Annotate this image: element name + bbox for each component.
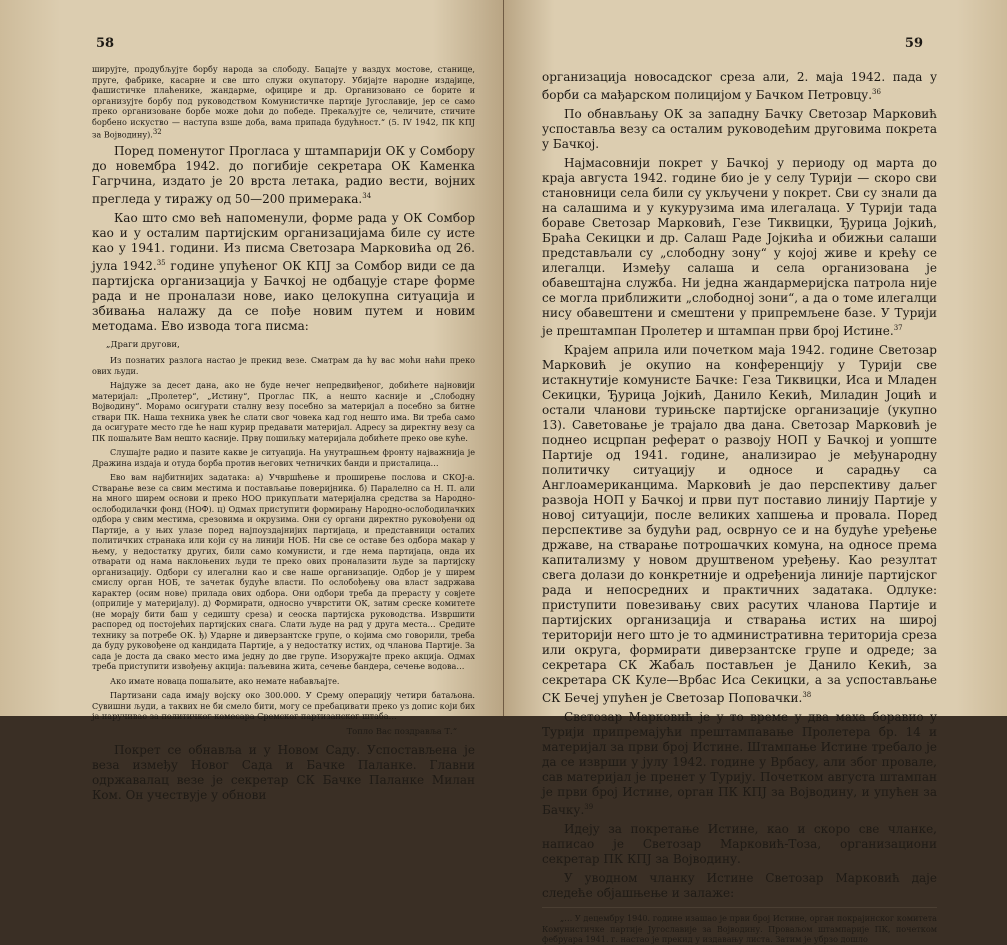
footnote-ref: 39 xyxy=(584,803,594,811)
footnote-ref: 37 xyxy=(893,324,903,332)
right-page-text xyxy=(542,70,937,944)
paragraph: Идеју за покретање Истине, као и скоро све чланке, написао је Светозар Марковић-Тоза, организациони секретар ПК КПЈ за Војводину. xyxy=(542,822,937,866)
quote-divider xyxy=(542,907,937,908)
paragraph: Поред поменутог Прогласа у штампарији ОК у Сомбору до новембра 1942. до погибије секретара ОК Каменка Гагрчина, издато је 20 врста летака, радио вести, војних прегледа у тиражу од 50—200 примерака.$^{34}$ xyxy=(92,144,475,207)
right-page xyxy=(504,0,1007,944)
letter-paragraph: Из познатих разлога настао је прекид везе. Сматрам да ћу вас моћи наћи преко ових људи. xyxy=(92,355,475,376)
footnote-ref: 38 xyxy=(802,691,812,699)
opening-quote: ширујте, продубљујте борбу народа за слободу. Бацајте у ваздух мостове, станице, пруге, фабрике, касарне и све што служи окупатору. Убијајте народне издајице, фашистичке плаћенике, жандарме, официре и др. Организовано се борите и организујте борбу под руководством Комунистичке партије Југославије, јер се само преко организоване борбе може доћи до победе. Прекаљујте се, челичите, стичите борбено искуство — наступа взше доба, вама припада будућност.“ (5. IV 1942, ПК КПЈ за Војводину).32 xyxy=(92,64,475,140)
paragraph: Као што смо већ напоменули, форме рада у ОК Сомбор као и у осталим партијским организацијама биле су исте као у 1941. години. Из писма Светозара Марковића од 26. јула 1942.35 године упућеног ОК КПЈ за Сомбор види се да партијска организација у Бачкој не одбацује старе форме рада и не проналази нове, иако целокупна ситуација и збивања налажу да се пође новим путем и новим методама. Ево извода тога писма: xyxy=(92,211,475,334)
letter-paragraph: Партизани сада имају војску око 300.000. У Срему операцију четири батаљона. Сувишни људи, а таквих не би смело бити, могу се пребацивати преко уз допис који бих ја наручивао за политичког комесара Сремског партизанског штаба… xyxy=(92,690,475,722)
paragraph: Најмасовнији покрет у Бачкој у периоду од марта до краја августа 1942. године био је у селу Турији — скоро сви становници села били су укључени у покрет. Сви су знали да на салашима и у кукурузима има илегалаца. У Турији тада бораве Светозар Марковић, Гезе Тиквицки, Ђурица Јојкић, Браћа Секицки и др. Салаш Раде Јојкића и обижњи салаши представљали су „слободну зону“ у којој живе и крећу се илегалци. Између салаша и села организована је обавештајна служба. Ни једна жандармеријска патрола није се могла приближити „слободној зони“, а да о томе илегалци нису обавештени и смештени у припремљене базе. У Турији је прештампан Пролетер и штампан први број Истине.$^{37}$ xyxy=(542,156,937,338)
left-page-text xyxy=(92,64,475,802)
page-number-left: 58 xyxy=(96,36,115,51)
paragraph: Покрет се обнавља и у Новом Саду. Успостављена је веза између Новог Сада и Бачке Паланке. Главни одржавалац везе је секретар СК Бачке Паланке Милан Ком. Он учествује у обнови xyxy=(92,742,475,802)
left-page xyxy=(0,0,503,802)
paragraph: У уводном чланку Истине Светозар Марковић даје следеће објашњење и залаже: xyxy=(542,871,937,900)
page-number-right: 59 xyxy=(904,36,923,51)
paragraph: Крајем априла или почетком маја 1942. године Светозар Марковић је окупио на конференцију у Турији све истакнутије комунисте Бачке: Геза Тиквицки, Иса и Младен Секицки, Ђурица Јојкић, Данило Кекић, Миладин Јоцић и остали чланови турињске партијске организације (укупно 13). Саветовање је трајало два дана. Светозар Марковић је поднео исцрпан реферат о развоју НОП у Бачкој и уопште Партије од 1941. године, анализирао је међународну политичку ситуацију и односе и сарадњу са Англоамериканцима. Марковић је дао перспективу даљег развоја НОП у Бачкој и први пут поставио линију Партије у новој ситуацији, после великих хапшења и провала. Поред перспективе за будући рад, осврнуо се и на будуће уређење државе, на стварање потрошачких комуна, на односе према капитализму у новом друштвеном уређењу. Као резултат свега долази до конкретније и одређенија линије партијског рада и непосредних и практичних задатака. Одлуке: приступити повезивању свих расутих чланова Партије и партијских организација и стварања истих на широј територији него што је то административна територија среза или округа, формирати диверзантске групе и одреде; за секретара СК Жабаљ постављен је Данило Кекић, за секретара СК Куле—Врбас Иса Секицки, а за успостављање СК Бечеј упућен је Светозар Поповачки.$^{38}$ xyxy=(542,343,937,705)
letter-paragraph: Слушајте радио и пазите какве је ситуација. На унутрашњем фронту најважнија је Дражина издаја и отуда борба против његових четничких банди и присталица… xyxy=(92,447,475,468)
quoted-article: „… У децембру 1940. године изашао је први број Истине, орган покрајинског комитета Комунистичке партије Југославије за Војводину. Проваљом штампарије ПК, почетком фебруара 1941. г. настао је прекид у издавању листа. Затим је убрзо дошло xyxy=(542,913,937,944)
letter-paragraph: Најдуже за десет дана, ако не буде нечег непредвиђеног, добићете најновији материјал: „Пролетер“, „Истину“, Проглас ПК, а нешто касније и „Слободну Војводину“. Морамо осигурати сталну везу посебно за материјал а посебно за битне ствари ПК. Наша техника увек ће слати свог човека кад год нешто има. Ви треба само да осигурате место где ће наш курир предавати материјал. Адресу за директну везу са ПК пошаљите Вам нешто касније. Прву пошиљку материјала добићете преко ове куће. xyxy=(92,380,475,443)
footnote-ref: 35 xyxy=(156,259,166,268)
footnote-ref: 36 xyxy=(872,88,881,96)
paragraph: По обнављању ОК за западну Бачку Светозар Марковић успоставља везу са осталим руководећим друговима покрета у Бачкој. xyxy=(542,107,937,151)
paragraph: организација новосадског среза али, 2. маја 1942. пада у борби са мађарском полицијом у Бачком Петровцу.$^{36}$ xyxy=(542,70,937,102)
letter-salutation: „Драги другови, xyxy=(106,340,180,351)
footnote-ref: 34 xyxy=(362,192,372,201)
paragraph: Светозар Марковић је у то време у два маха боравио у Турији припремајући прештампавање Пролетера бр. 14 и материјал за први број Истине. Штампање Истине требало је да се изврши у јулу 1942. године у Врбасу, али због провале, сав материјал је пренет у Турију. Почетком августа штампан је први број Истине, орган ПК КПЈ за Војводину, и упућен за Бачку.$^{39}$ xyxy=(542,710,937,817)
letter-signoff: Топло Вас поздравља Т.“ xyxy=(346,725,457,736)
letter-paragraph: Ево вам најбитнијих задатака: а) Учвршћење и проширење послова и СКОЈ-а. Стварање везе са свим местима и постављање поверијника. б) Паралелно са Н. П. али на много ширем основи и преко НОО прикупљати материјална средства за Народно-ослободилачки фонд (НОФ). ц) Одмах приступити формирању Народно-ослободилачких одбора у свим местима, срезовима и окрузима. Они су органи директно руковођени од Партије, а у њих улазе поред најпоуздајнијих партијаца, и представници осталих политичких странака или који су на линији НОБ. Ни све се оставе без одбора макар у њему, у недостатку других, били само комунисти, и где нема партијаца, онда их отварати од нама наклоњених људи те преко ових проналазити људе за партијску организацију. Одбори су илегални као и све наше организације. Одбор је у ширем смислу орган НОБ, те зачетак будуће власти. По ослобођењу ова власт задржава карактер (осим нове) прилада ових одбора. Они одбори треба да прерасту у совјете (оприлије у материјалу). д) Формирати, односно учврстити ОК, затим среске комитете (не морају бити баш у седишту среза) и сеоска партијска руководства. Извршити распоред од постојећих партијских снага. Слати људе на рад у друга места… Средите технику за потребе ОК. ђ) Ударне и диверзантске групе, о којима смо говорили, треба да буду руковођене од кандидата Партије, а у недостатку истих, од чланова Партије. За сада је доста да свако место има једну до две групе. Изоружајте преко акција. Одмах треба приступити извођењу акција: паљевина жита, сечење бандера, сечење водова… xyxy=(92,472,475,672)
letter-paragraph: Ако имате новаца пошаљите, ако немате набављајте. xyxy=(110,675,340,686)
footnote-ref: 32 xyxy=(152,128,162,136)
